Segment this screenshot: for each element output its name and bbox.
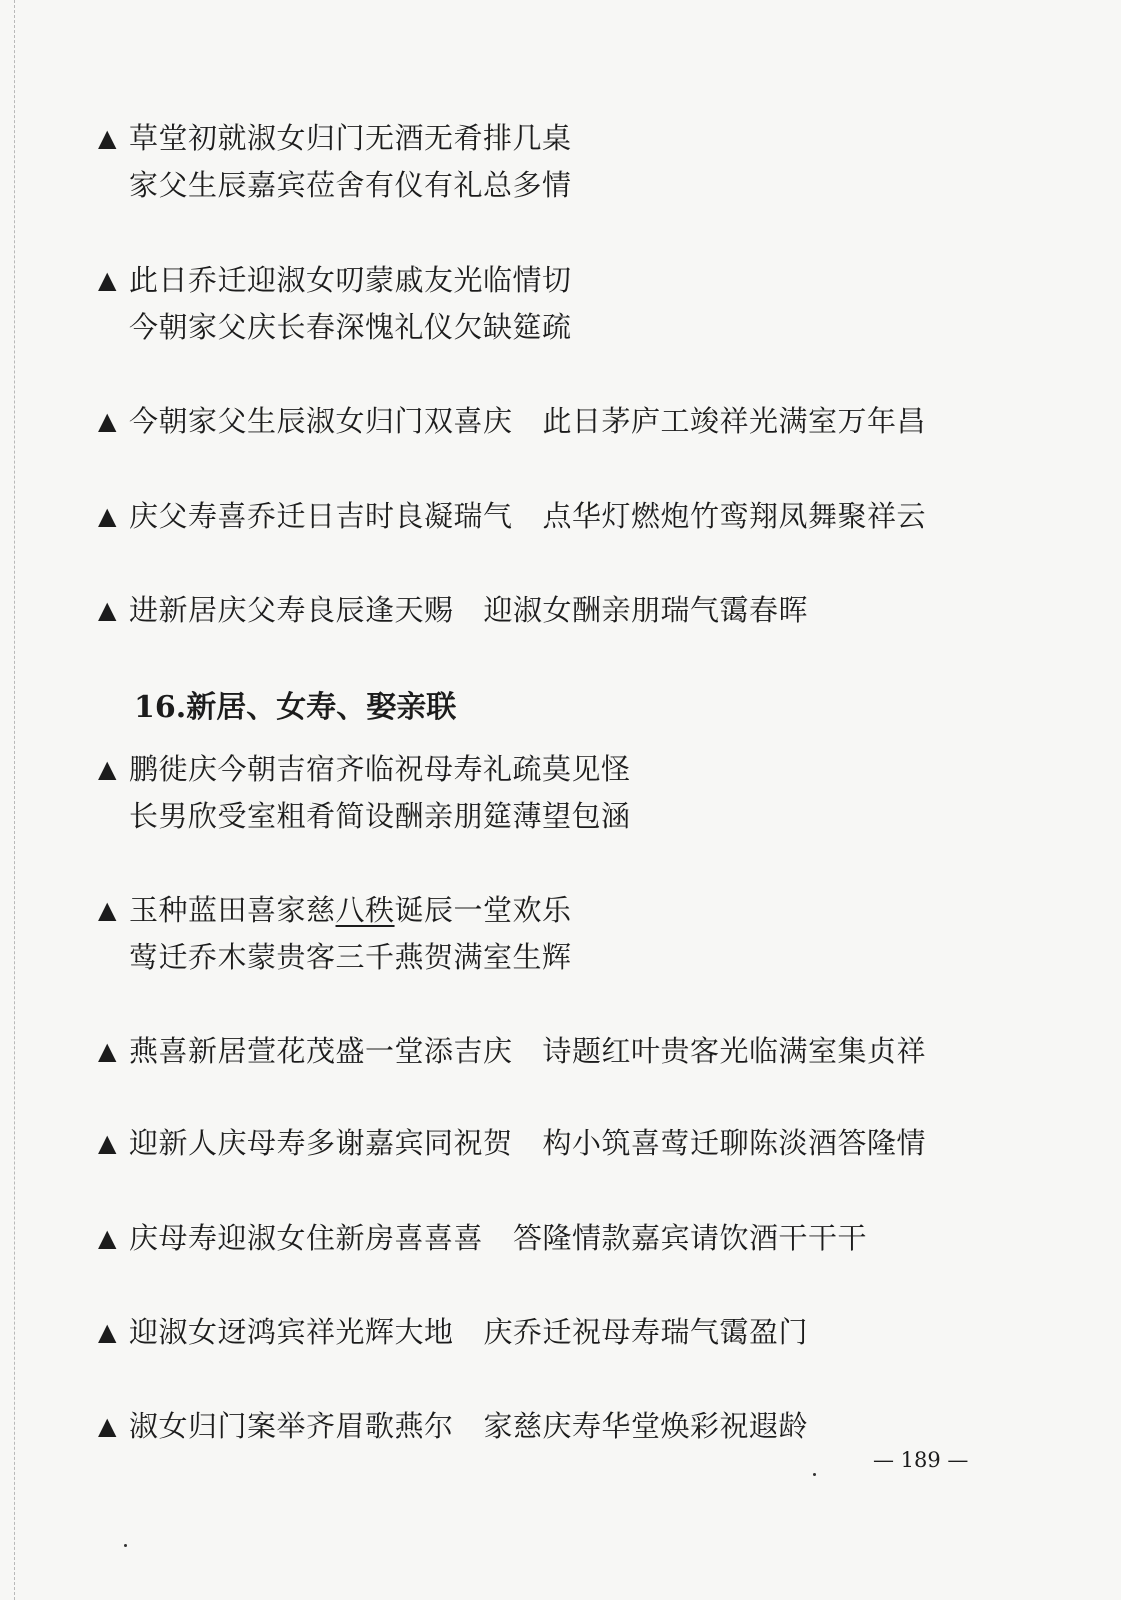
couplet-lower-line: 此日茅庐工竣祥光满室万年昌	[542, 404, 927, 438]
couplet-upper-line: 今朝家父生辰淑女归门双喜庆	[129, 404, 513, 438]
couplet	[98, 1316, 808, 1348]
couplet-upper-line: 鹏徙庆今朝吉宿齐临祝母寿礼疏莫见怪	[129, 752, 631, 786]
couplet-lower-line: 家父生辰嘉宾莅舍有仪有礼总多情	[129, 168, 572, 202]
couplet	[98, 1035, 926, 1067]
couplet-upper-line: 迎淑女迓鸿宾祥光辉大地	[129, 1315, 454, 1349]
triangle-marker-icon: ▲	[98, 1318, 117, 1346]
couplet	[98, 594, 808, 626]
couplet-upper-line: 淑女归门案举齐眉歌燕尔	[129, 1409, 454, 1443]
scan-speck	[813, 1473, 816, 1476]
triangle-marker-icon: ▲	[98, 596, 117, 624]
couplet-lower-line: 家慈庆寿华堂焕彩祝遐龄	[483, 1409, 809, 1443]
couplet-lower-line: 庆乔迁祝母寿瑞气霭盈门	[483, 1315, 809, 1349]
couplet-lower-line: 构小筑喜莺迁聊陈淡酒答隆情	[542, 1126, 927, 1160]
couplet	[98, 1410, 808, 1442]
couplet	[98, 500, 926, 532]
triangle-marker-icon: ▲	[98, 1412, 117, 1440]
triangle-marker-icon: ▲	[98, 407, 117, 435]
couplet-lower-line: 点华灯燃炮竹鸾翔凤舞聚祥云	[542, 499, 927, 533]
couplet-lower-line: 今朝家父庆长春深愧礼仪欠缺筵疏	[129, 310, 572, 344]
couplet-upper-line: 此日乔迁迎淑女叨蒙戚友光临情切	[129, 263, 572, 297]
couplet	[98, 122, 572, 201]
section-heading: 16.新居、女寿、娶亲联	[134, 690, 457, 725]
triangle-marker-icon: ▲	[98, 1129, 117, 1157]
couplet-upper-line: 燕喜新居萱花茂盛一堂添吉庆	[129, 1034, 513, 1068]
page-edge	[0, 0, 15, 1600]
underlined-text: 八秩	[335, 893, 395, 927]
couplet-upper-line: 庆父寿喜乔迁日吉时良凝瑞气	[129, 499, 513, 533]
couplet-upper-line-part: 玉种蓝田喜家慈	[129, 893, 336, 927]
triangle-marker-icon: ▲	[98, 266, 117, 294]
couplet	[98, 1222, 867, 1254]
couplet-lower-line: 迎淑女酬亲朋瑞气霭春晖	[483, 593, 809, 627]
triangle-marker-icon: ▲	[98, 1037, 117, 1065]
couplet	[98, 405, 926, 437]
page-number: — 189 —	[873, 1448, 969, 1472]
couplet-upper-line: 草堂初就淑女归门无酒无肴排几桌	[129, 121, 572, 155]
couplet-lower-line: 长男欣受室粗肴简设酬亲朋筵薄望包涵	[129, 799, 631, 833]
couplet-lower-line: 诗题红叶贵客光临满室集贞祥	[542, 1034, 927, 1068]
scan-speck	[124, 1544, 127, 1547]
couplet-lower-line: 答隆情款嘉宾请饮酒干干干	[513, 1221, 868, 1255]
couplet	[98, 753, 631, 832]
couplet-upper-line: 进新居庆父寿良辰逢天赐	[129, 593, 454, 627]
triangle-marker-icon: ▲	[98, 502, 117, 530]
triangle-marker-icon: ▲	[98, 896, 117, 924]
triangle-marker-icon: ▲	[98, 1224, 117, 1252]
couplet	[98, 894, 572, 973]
couplet-upper-line-part: 诞辰一堂欢乐	[394, 893, 572, 927]
couplet-upper-line: 迎新人庆母寿多谢嘉宾同祝贺	[129, 1126, 513, 1160]
triangle-marker-icon: ▲	[98, 755, 117, 783]
couplet	[98, 264, 572, 343]
couplet-upper-line: 庆母寿迎淑女住新房喜喜喜	[129, 1221, 484, 1255]
couplet	[98, 1127, 926, 1159]
triangle-marker-icon: ▲	[98, 124, 117, 152]
couplet-lower-line: 莺迁乔木蒙贵客三千燕贺满室生辉	[129, 940, 572, 974]
